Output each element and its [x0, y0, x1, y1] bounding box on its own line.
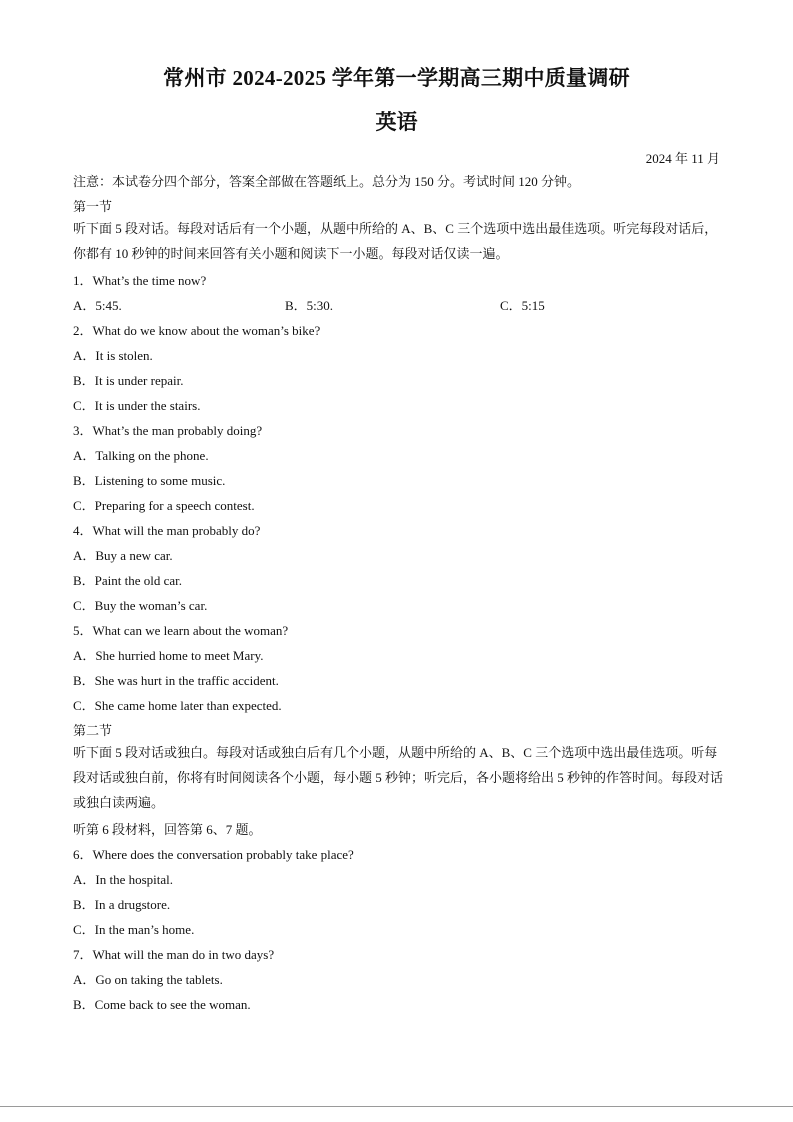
- q1-option-c: C．5:15: [500, 298, 545, 313]
- subject-title: 英语: [375, 110, 418, 134]
- q4-text: 4．What will the man probably do?: [73, 523, 261, 538]
- material6-prompt: 听第 6 段材料，回答第 6、7 题。: [73, 822, 262, 837]
- q1-text: 1．What’s the time now?: [73, 273, 207, 288]
- section2-heading: 第二节: [73, 723, 113, 738]
- q7-option-b: B．Come back to see the woman.: [73, 997, 251, 1012]
- q7-text: 7．What will the man do in two days?: [73, 947, 275, 962]
- q2-option-c: C．It is under the stairs.: [73, 398, 201, 413]
- q5-option-a: A．She hurried home to meet Mary.: [73, 648, 264, 663]
- q3-option-b: B．Listening to some music.: [73, 473, 226, 488]
- q5-option-c: C．She came home later than expected.: [73, 698, 282, 713]
- q6-option-c: C．In the man’s home.: [73, 922, 195, 937]
- q2-option-a: A．It is stolen.: [73, 348, 153, 363]
- q1-option-a: A．5:45.: [73, 298, 122, 313]
- notice: 注意：本试卷分四个部分，答案全部做在答题纸上。总分为 150 分。考试时间 120 分钟。: [73, 174, 581, 189]
- q2-option-b: B．It is under repair.: [73, 373, 184, 388]
- q4-option-a: A．Buy a new car.: [73, 548, 173, 563]
- q6-text: 6．Where does the conversation probably take place?: [73, 847, 354, 862]
- q1-option-b: B．5:30.: [285, 298, 334, 313]
- q7-option-a: A．Go on taking the tablets.: [73, 972, 223, 987]
- q4-option-b: B．Paint the old car.: [73, 573, 183, 588]
- q2-text: 2．What do we know about the woman’s bike?: [73, 323, 321, 338]
- section1-instructions: 听下面 5 段对话。每段对话后有一个小题，从题中所给的 A、B、C 三个选项中选出最佳选项。听完每段对话后，你都有 10 秒钟的时间来回答有关小题和阅读下一小题。每段对话仅读一遍。: [73, 221, 718, 261]
- section2-instructions: 听下面 5 段对话或独白。每段对话或独白后有几个小题，从题中所给的 A、B、C 三个选项中选出最佳选项。听每段对话或独白前，你将有时间阅读各个小题，每小题 5 秒钟；听完后，各小题将给出 5 秒钟的作答时间。每段对话或独白读两遍。: [73, 745, 724, 810]
- q6-option-b: B．In a drugstore.: [73, 897, 171, 912]
- q4-option-c: C．Buy the woman’s car.: [73, 598, 208, 613]
- section1-heading: 第一节: [73, 199, 113, 214]
- q5-option-b: B．She was hurt in the traffic accident.: [73, 673, 279, 688]
- page-title: 常州市 2024-2025 学年第一学期高三期中质量调研: [163, 66, 630, 90]
- q1-options: [73, 298, 723, 314]
- q6-option-a: A．In the hospital.: [73, 872, 174, 887]
- page-bottom-rule: [0, 1106, 793, 1107]
- q3-option-c: C．Preparing for a speech contest.: [73, 498, 255, 513]
- q3-text: 3．What’s the man probably doing?: [73, 423, 263, 438]
- q3-option-a: A．Talking on the phone.: [73, 448, 209, 463]
- q5-text: 5．What can we learn about the woman?: [73, 623, 289, 638]
- exam-date: 2024 年 11 月: [645, 151, 720, 166]
